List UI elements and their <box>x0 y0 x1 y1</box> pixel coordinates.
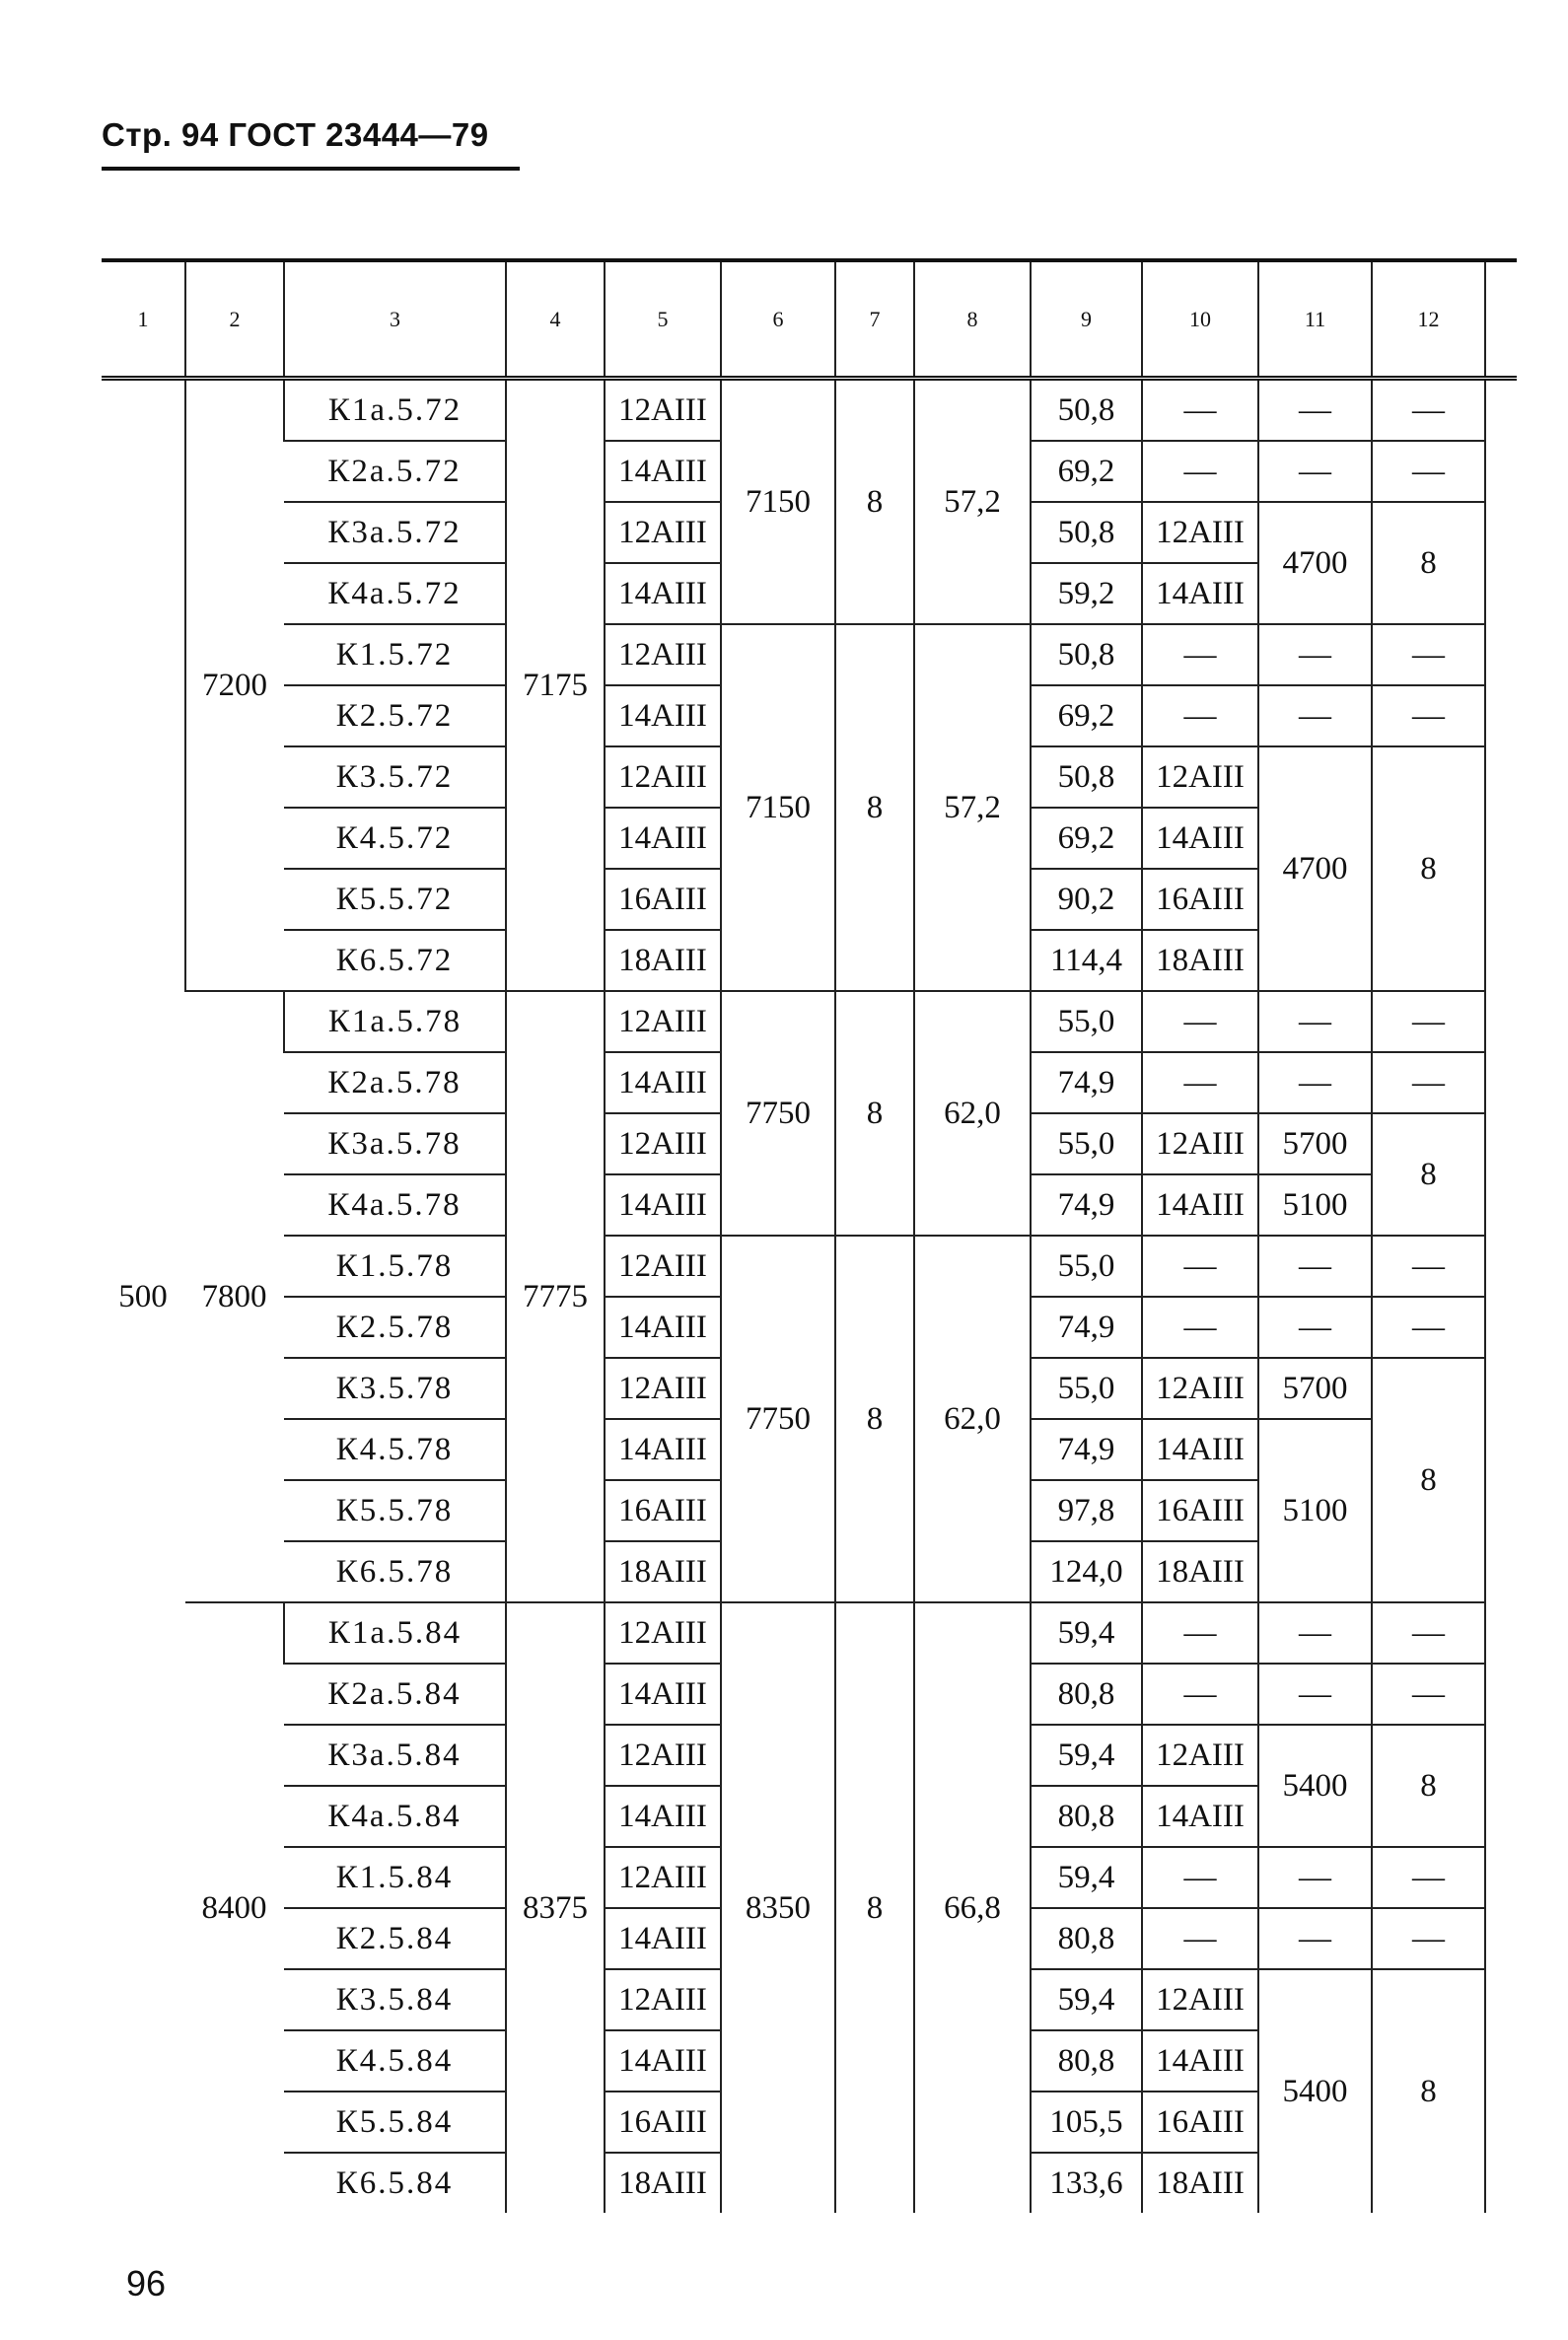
cell-rebar: 14АIII <box>605 1908 721 1969</box>
cell-rebar: 12АIII <box>605 1847 721 1908</box>
cell-col10: — <box>1142 1908 1258 1969</box>
col-header-spacer <box>1485 260 1517 379</box>
cell-col10: 16АIII <box>1142 2092 1258 2153</box>
cell-col10: 14АIII <box>1142 1419 1258 1480</box>
cell-col12: 8 <box>1372 1725 1485 1847</box>
cell-col12: 8 <box>1372 1358 1485 1602</box>
cell-rebar: 12АIII <box>605 624 721 685</box>
table-row <box>102 624 1517 685</box>
col-header: 4 <box>506 260 605 379</box>
cell-col11: — <box>1258 991 1372 1052</box>
cell-col10: — <box>1142 1602 1258 1664</box>
cell-col10: 14АIII <box>1142 808 1258 869</box>
cell-rebar: 14АIII <box>605 685 721 746</box>
cell-rebar: 14АIII <box>605 441 721 502</box>
cell-col10: — <box>1142 624 1258 685</box>
cell-col11: 5100 <box>1258 1419 1372 1602</box>
cell-col9: 55,0 <box>1031 1236 1142 1297</box>
cell-rebar: 12АIII <box>605 991 721 1052</box>
cell-mark: К1а.5.72 <box>284 379 506 442</box>
cell-col10: — <box>1142 1236 1258 1297</box>
cell-col12: — <box>1372 1847 1485 1908</box>
cell-col2: 7800 <box>185 991 284 1602</box>
cell-col9: 59,4 <box>1031 1969 1142 2030</box>
cell-col10: 14АIII <box>1142 2030 1258 2092</box>
cell-col4: 7775 <box>506 991 605 1602</box>
cell-col12: — <box>1372 1052 1485 1113</box>
cell-col6: 7150 <box>721 379 835 625</box>
cell-mark: К4а.5.72 <box>284 563 506 624</box>
cell-rebar: 12АIII <box>605 746 721 808</box>
cell-rebar: 12АIII <box>605 502 721 563</box>
table-row <box>102 1236 1517 1297</box>
cell-col12: — <box>1372 1236 1485 1297</box>
cell-col10: 12АIII <box>1142 1969 1258 2030</box>
cell-rebar: 14АIII <box>605 808 721 869</box>
cell-mark: К5.5.72 <box>284 869 506 930</box>
cell-col1: 500 <box>118 1278 168 1314</box>
cell-col9: 124,0 <box>1031 1541 1142 1602</box>
cell-col9: 74,9 <box>1031 1052 1142 1113</box>
cell-col12: 8 <box>1372 1969 1485 2213</box>
cell-rebar: 14АIII <box>605 1786 721 1847</box>
cell-rebar: 14АIII <box>605 1174 721 1236</box>
cell-mark: К5.5.84 <box>284 2092 506 2153</box>
cell-col12: — <box>1372 441 1485 502</box>
cell-col10: — <box>1142 685 1258 746</box>
cell-col10: 18АIII <box>1142 1541 1258 1602</box>
cell-col9: 55,0 <box>1031 991 1142 1052</box>
cell-mark: К2.5.72 <box>284 685 506 746</box>
cell-col12: — <box>1372 1602 1485 1664</box>
cell-col10: — <box>1142 1052 1258 1113</box>
cell-col11: — <box>1258 1908 1372 1969</box>
cell-mark: К2а.5.78 <box>284 1052 506 1113</box>
cell-rebar: 18АIII <box>605 1541 721 1602</box>
cell-mark: К1а.5.84 <box>284 1602 506 1664</box>
cell-mark: К3.5.72 <box>284 746 506 808</box>
cell-col6: 7750 <box>721 1236 835 1602</box>
page-number: 96 <box>126 2263 167 2304</box>
cell-mark: К2.5.78 <box>284 1297 506 1358</box>
cell-col9: 55,0 <box>1031 1358 1142 1419</box>
cell-col10: 18АIII <box>1142 930 1258 991</box>
cell-col9: 59,4 <box>1031 1602 1142 1664</box>
cell-col8: 57,2 <box>914 379 1031 625</box>
cell-mark: К1.5.78 <box>284 1236 506 1297</box>
cell-col4: 8375 <box>506 1602 605 2213</box>
col-header: 5 <box>605 260 721 379</box>
cell-col8: 66,8 <box>914 1602 1031 2213</box>
cell-col11: — <box>1258 1602 1372 1664</box>
cell-col11: 5100 <box>1258 1174 1372 1236</box>
col-header: 9 <box>1031 260 1142 379</box>
cell-mark: К3а.5.72 <box>284 502 506 563</box>
cell-rebar: 12АIII <box>605 1236 721 1297</box>
cell-col9: 69,2 <box>1031 441 1142 502</box>
cell-col11: — <box>1258 685 1372 746</box>
cell-col11: — <box>1258 1847 1372 1908</box>
cell-col10: 14АIII <box>1142 563 1258 624</box>
col-header: 7 <box>835 260 914 379</box>
cell-mark: К5.5.78 <box>284 1480 506 1541</box>
cell-col9: 69,2 <box>1031 808 1142 869</box>
cell-col7: 8 <box>835 624 914 991</box>
cell-mark: К4.5.72 <box>284 808 506 869</box>
cell-col2: 8400 <box>201 1889 267 1926</box>
cell-mark: К4.5.78 <box>284 1419 506 1480</box>
cell-col9: 59,2 <box>1031 563 1142 624</box>
col-header: 12 <box>1372 260 1485 379</box>
col-header: 2 <box>185 260 284 379</box>
cell-rebar: 18АIII <box>605 2153 721 2213</box>
table-row <box>102 1602 1517 1664</box>
cell-col9: 90,2 <box>1031 869 1142 930</box>
cell-rebar: 18АIII <box>605 930 721 991</box>
cell-col9: 50,8 <box>1031 746 1142 808</box>
cell-mark: К6.5.78 <box>284 1541 506 1602</box>
page-header: Стр. 94 ГОСТ 23444—79 <box>102 116 489 153</box>
cell-mark: К3.5.84 <box>284 1969 506 2030</box>
cell-rebar: 14АIII <box>605 1052 721 1113</box>
cell-col10: — <box>1142 1297 1258 1358</box>
cell-col10: 12АIII <box>1142 502 1258 563</box>
cell-col12: 8 <box>1372 1113 1485 1236</box>
cell-mark: К2.5.84 <box>284 1908 506 1969</box>
cell-col9: 59,4 <box>1031 1725 1142 1786</box>
cell-col6: 7750 <box>721 991 835 1236</box>
cell-col8: 62,0 <box>914 1236 1031 1602</box>
cell-mark: К4а.5.78 <box>284 1174 506 1236</box>
col-header: 10 <box>1142 260 1258 379</box>
column-header-row <box>102 260 1517 379</box>
cell-col11: 5700 <box>1258 1358 1372 1419</box>
col-header: 8 <box>914 260 1031 379</box>
cell-rebar: 12АIII <box>605 379 721 442</box>
cell-col9: 59,4 <box>1031 1847 1142 1908</box>
col-header: 1 <box>102 260 185 379</box>
cell-col11: — <box>1258 1297 1372 1358</box>
cell-col10: 12АIII <box>1142 746 1258 808</box>
cell-mark: К2а.5.84 <box>284 1664 506 1725</box>
cell-col9: 50,8 <box>1031 624 1142 685</box>
cell-col6: 8350 <box>721 1602 835 2213</box>
cell-rebar: 14АIII <box>605 1664 721 1725</box>
cell-col7: 8 <box>835 991 914 1236</box>
cell-col9: 80,8 <box>1031 2030 1142 2092</box>
cell-rebar: 12АIII <box>605 1602 721 1664</box>
cell-col11: — <box>1258 1664 1372 1725</box>
cell-mark: К2а.5.72 <box>284 441 506 502</box>
cell-col10: 12АIII <box>1142 1358 1258 1419</box>
cell-col9: 105,5 <box>1031 2092 1142 2153</box>
cell-rebar: 16АIII <box>605 2092 721 2153</box>
cell-col10: — <box>1142 441 1258 502</box>
cell-col4: 7175 <box>506 379 605 992</box>
cell-col9: 74,9 <box>1031 1297 1142 1358</box>
cell-mark: К3а.5.78 <box>284 1113 506 1174</box>
cell-col8: 57,2 <box>914 624 1031 991</box>
cell-col9: 80,8 <box>1031 1908 1142 1969</box>
cell-col12: 8 <box>1372 746 1485 991</box>
cell-col10: 16АIII <box>1142 1480 1258 1541</box>
cell-col9: 55,0 <box>1031 1113 1142 1174</box>
cell-rebar: 12АIII <box>605 1969 721 2030</box>
cell-rebar: 14АIII <box>605 1297 721 1358</box>
cell-col10: 12АIII <box>1142 1725 1258 1786</box>
cell-rebar: 14АIII <box>605 563 721 624</box>
cell-rebar: 12АIII <box>605 1113 721 1174</box>
cell-col9: 80,8 <box>1031 1664 1142 1725</box>
right-margin <box>1485 379 1517 2214</box>
cell-col9: 69,2 <box>1031 685 1142 746</box>
cell-col12: — <box>1372 624 1485 685</box>
header-rule <box>102 167 520 171</box>
cell-col11: — <box>1258 624 1372 685</box>
cell-col12: — <box>1372 1908 1485 1969</box>
cell-col11: 4700 <box>1258 502 1372 624</box>
cell-mark: К3.5.78 <box>284 1358 506 1419</box>
cell-col11: 5400 <box>1258 1969 1372 2213</box>
cell-col8: 62,0 <box>914 991 1031 1236</box>
cell-col10: 18АIII <box>1142 2153 1258 2213</box>
col-header: 6 <box>721 260 835 379</box>
cell-col11: — <box>1258 379 1372 442</box>
cell-col11: — <box>1258 1052 1372 1113</box>
cell-col10: — <box>1142 379 1258 442</box>
cell-rebar: 12АIII <box>605 1725 721 1786</box>
cell-col11: 5400 <box>1258 1725 1372 1847</box>
cell-col12: — <box>1372 379 1485 442</box>
cell-rebar: 14АIII <box>605 2030 721 2092</box>
cell-col9: 97,8 <box>1031 1480 1142 1541</box>
cell-mark: К4.5.84 <box>284 2030 506 2092</box>
cell-rebar: 16АIII <box>605 1480 721 1541</box>
cell-col9: 50,8 <box>1031 502 1142 563</box>
spec-table <box>102 258 1517 2213</box>
cell-col9: 80,8 <box>1031 1786 1142 1847</box>
cell-col11: — <box>1258 441 1372 502</box>
cell-col9: 114,4 <box>1031 930 1142 991</box>
cell-col10: — <box>1142 1664 1258 1725</box>
col-header: 3 <box>284 260 506 379</box>
cell-col2: 7200 <box>185 379 284 992</box>
table-row <box>102 379 1517 442</box>
cell-col9: 74,9 <box>1031 1419 1142 1480</box>
cell-col12: — <box>1372 685 1485 746</box>
cell-col10: — <box>1142 1847 1258 1908</box>
cell-col10: 12АIII <box>1142 1113 1258 1174</box>
cell-col7: 8 <box>835 1602 914 2213</box>
cell-mark: К6.5.84 <box>335 2164 454 2201</box>
cell-col12: — <box>1372 1664 1485 1725</box>
cell-rebar: 12АIII <box>605 1358 721 1419</box>
cell-col10: 16АIII <box>1142 869 1258 930</box>
cell-mark: К1а.5.78 <box>284 991 506 1052</box>
cell-col12: 8 <box>1372 502 1485 624</box>
cell-col10: 14АIII <box>1142 1174 1258 1236</box>
cell-col6: 7150 <box>721 624 835 991</box>
cell-rebar: 14АIII <box>605 1419 721 1480</box>
cell-col11: 5700 <box>1258 1113 1372 1174</box>
cell-col9: 133,6 <box>1031 2153 1142 2213</box>
col-header: 11 <box>1258 260 1372 379</box>
cell-mark: К6.5.72 <box>284 930 506 991</box>
cell-col12: — <box>1372 1297 1485 1358</box>
cell-mark: К1.5.84 <box>284 1847 506 1908</box>
cell-col12: — <box>1372 991 1485 1052</box>
cell-mark: К3а.5.84 <box>284 1725 506 1786</box>
cell-col10: — <box>1142 991 1258 1052</box>
cell-col7: 8 <box>835 1236 914 1602</box>
table-row <box>102 991 1517 1052</box>
cell-mark: К4а.5.84 <box>284 1786 506 1847</box>
cell-col10: 14АIII <box>1142 1786 1258 1847</box>
cell-col11: — <box>1258 1236 1372 1297</box>
cell-col9: 74,9 <box>1031 1174 1142 1236</box>
cell-col11: 4700 <box>1258 746 1372 991</box>
cell-rebar: 16АIII <box>605 869 721 930</box>
cell-col7: 8 <box>835 379 914 625</box>
cell-mark: К1.5.72 <box>284 624 506 685</box>
cell-col9: 50,8 <box>1031 379 1142 442</box>
